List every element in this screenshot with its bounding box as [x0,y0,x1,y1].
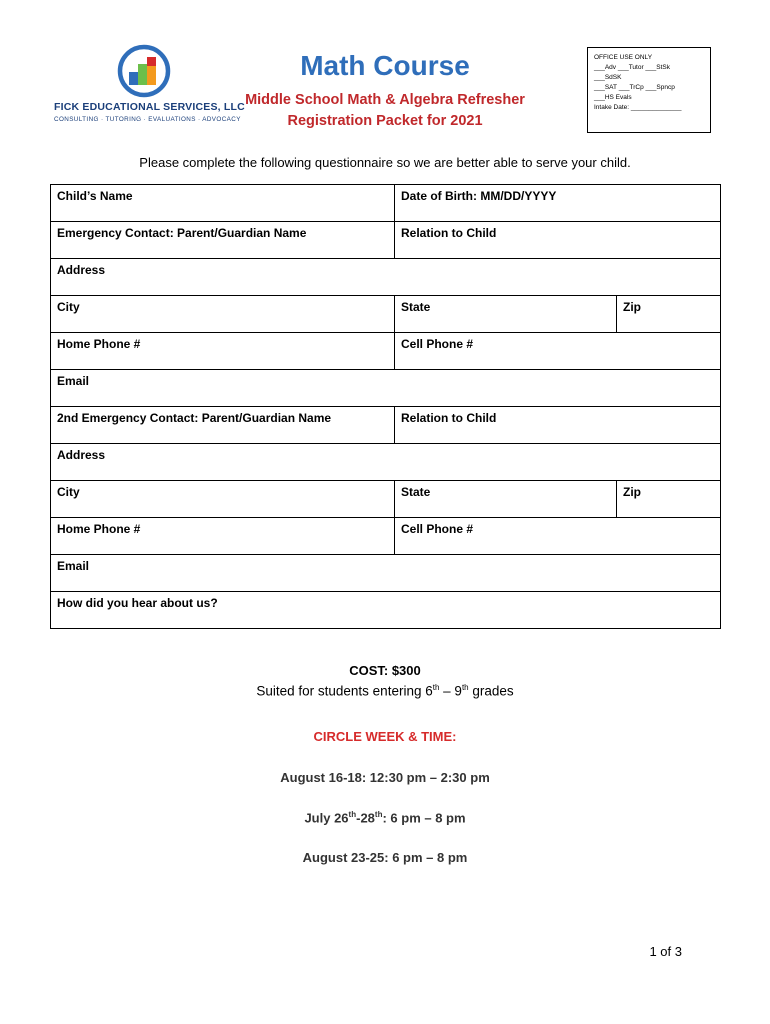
office-use-intake-date: Intake Date: ______________ [594,104,682,111]
office-use-line: ___Adv ___Tutor ___StSk [594,64,671,71]
subtitle-line-2: Registration Packet for 2021 [287,113,483,129]
office-use-line: ___HS Evals [594,94,632,101]
registration-form [50,184,721,629]
second-state-field[interactable]: State [395,481,617,518]
org-tagline: CONSULTING · TUTORING · EVALUATIONS · ADVOCACY [54,116,241,123]
second-zip-field[interactable]: Zip [617,481,721,518]
page-number: 1 of 3 [649,944,682,959]
second-email-field[interactable]: Email [51,555,721,592]
second-emergency-contact-field[interactable]: 2nd Emergency Contact: Parent/Guardian Name [51,407,395,444]
session-option-2[interactable]: July 26th-28th: 6 pm – 8 pm [304,810,466,826]
grade-range-text: Suited for students entering 6th – 9th grades [256,683,514,699]
emergency-contact-field[interactable]: Emergency Contact: Parent/Guardian Name [51,222,395,259]
second-relation-to-child-field[interactable]: Relation to Child [395,407,721,444]
address-field[interactable]: Address [51,259,721,296]
second-cell-phone-field[interactable]: Cell Phone # [395,518,721,555]
relation-to-child-field[interactable]: Relation to Child [395,222,721,259]
second-home-phone-field[interactable]: Home Phone # [51,518,395,555]
session-option-3[interactable]: August 23-25: 6 pm – 8 pm [302,850,468,865]
intro-text: Please complete the following questionnaire so we are better able to serve your child. [139,155,631,170]
office-use-line: ___SdSK [594,74,622,81]
how-heard-field[interactable]: How did you hear about us? [51,592,721,629]
cell-phone-field[interactable]: Cell Phone # [395,333,721,370]
second-address-field[interactable]: Address [51,444,721,481]
company-logo [54,44,245,130]
office-use-line: ___SAT ___TrCp ___Spncp [594,84,675,91]
zip-field[interactable]: Zip [617,296,721,333]
org-name: FICK EDUCATIONAL SERVICES, LLC [54,101,245,113]
state-field[interactable]: State [395,296,617,333]
city-field[interactable]: City [51,296,395,333]
circle-week-heading: CIRCLE WEEK & TIME: [313,729,457,744]
second-city-field[interactable]: City [51,481,395,518]
page-title: Math Course [300,50,470,81]
subtitle-line-1: Middle School Math & Algebra Refresher [245,92,525,108]
session-option-1[interactable]: August 16-18: 12:30 pm – 2:30 pm [280,770,490,785]
cost-label: COST: $300 [349,663,421,678]
logo-mark-icon [116,44,172,98]
office-use-heading: OFFICE USE ONLY [594,54,653,61]
office-use-box [587,47,711,133]
email-field[interactable]: Email [51,370,721,407]
date-of-birth-field[interactable]: Date of Birth: MM/DD/YYYY [395,185,721,222]
page-subtitle [220,90,550,132]
childs-name-field[interactable]: Child’s Name [51,185,395,222]
home-phone-field[interactable]: Home Phone # [51,333,395,370]
